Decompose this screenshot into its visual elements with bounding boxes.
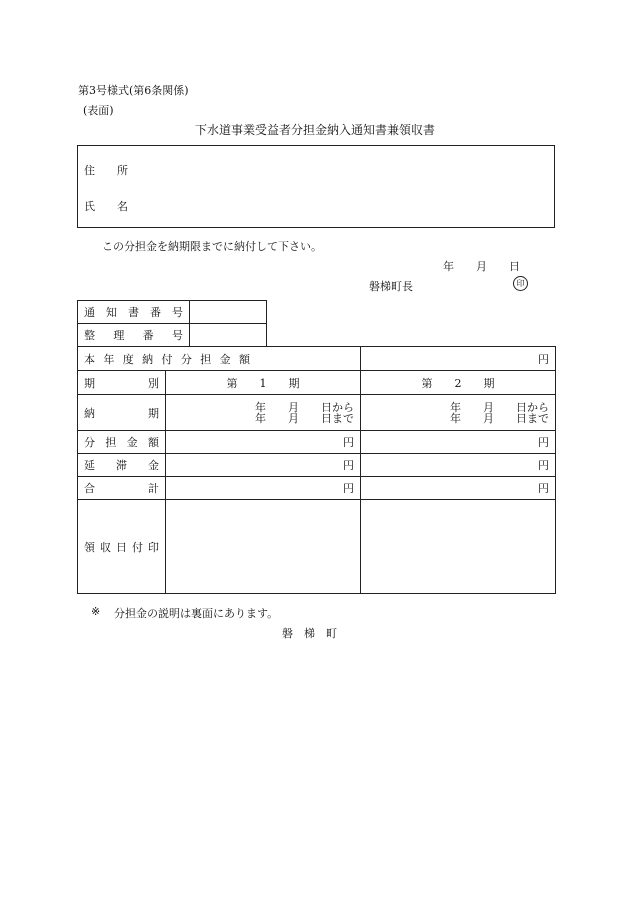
late-fee-label: 延 滞 金: [78, 454, 166, 477]
due-label: 納 期: [78, 395, 166, 431]
form-number: 第3号様式(第6条関係): [78, 84, 189, 97]
town-name: 磐 梯 町: [282, 627, 337, 640]
annual-amount-label: 本 年 度 納 付 分 担 金 額: [78, 347, 361, 371]
address-label: 住 所: [84, 164, 128, 177]
due-period-2: [361, 395, 556, 431]
share-amount-label: 分 担 金 額: [78, 431, 166, 454]
notice-message: この分担金を納期限までに納付して下さい。: [102, 240, 322, 253]
late-fee-2: 円: [361, 454, 556, 477]
share-amount-1: 円: [166, 431, 361, 454]
period-1: 第 1 期: [166, 371, 361, 395]
issuer-name: 磐梯町長: [369, 280, 413, 293]
note-mark: ※: [91, 605, 101, 618]
side-label: (表面): [83, 104, 114, 117]
payment-table: [77, 346, 556, 594]
receipt-stamp-label: 領収日付印: [78, 500, 166, 594]
total-1: 円: [166, 477, 361, 500]
due-from-1: 年 月 日から: [255, 400, 355, 414]
seal-icon: 印: [513, 276, 528, 291]
share-amount-2: 円: [361, 431, 556, 454]
notice-number-label: 通 知 書 番 号: [78, 301, 190, 324]
due-from-2: 年 月 日から: [450, 400, 550, 414]
seal-mark: [513, 276, 528, 291]
reference-number-label: 整 理 番 号: [78, 324, 190, 347]
due-to-1: 年 月 日まで: [255, 411, 355, 425]
address-box: [77, 145, 555, 228]
document-title: 下水道事業受益者分担金納入通知書兼領収書: [194, 123, 435, 137]
due-period-1: [166, 395, 361, 431]
due-to-2: 年 月 日まで: [450, 411, 550, 425]
note-text: 分担金の説明は裏面にあります。: [114, 607, 279, 620]
total-label: 合 計: [78, 477, 166, 500]
notice-number-value: [190, 301, 267, 324]
receipt-stamp-2: [361, 500, 556, 594]
annual-amount-yen: 円: [361, 347, 556, 371]
receipt-stamp-1: [166, 500, 361, 594]
period-2: 第 2 期: [361, 371, 556, 395]
reference-number-value: [190, 324, 267, 347]
name-label: 氏 名: [84, 200, 128, 213]
total-2: 円: [361, 477, 556, 500]
period-label: 期 別: [78, 371, 166, 395]
id-table: [77, 300, 267, 347]
late-fee-1: 円: [166, 454, 361, 477]
notice-date: 年 月 日: [443, 260, 520, 273]
